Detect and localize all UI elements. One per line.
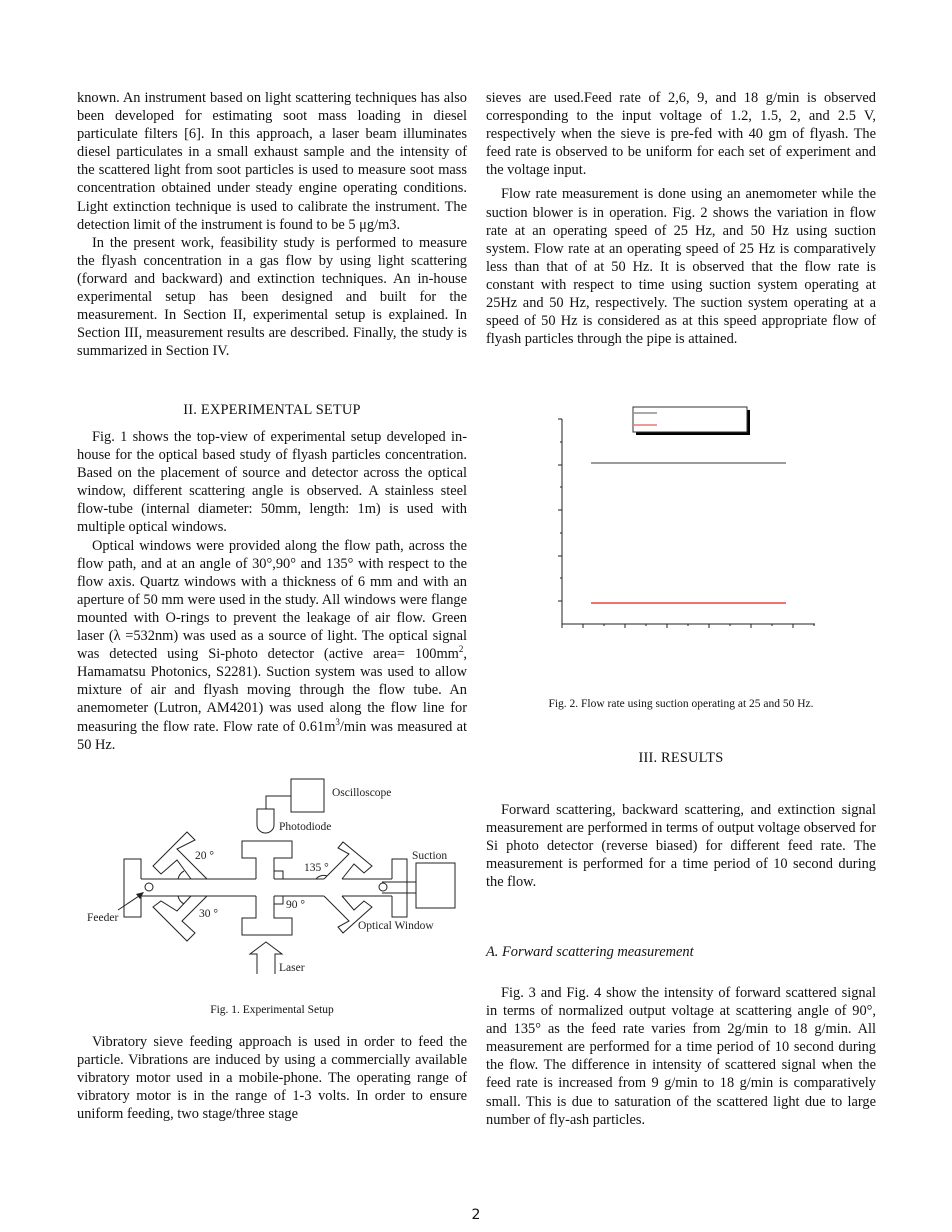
forward-scattering-text bbox=[486, 984, 876, 1129]
paragraph: Flow rate measurement is done using an anemometer while the suction blower is in operation. Fig. 2 shows the variation in flow rate at an operating speed of 25 Hz, and 50 Hz using suction system. Flow rate at an operating speed of 25 Hz is comparatively less than that of at 50 Hz. It is observed that the flow rate is constant with respect to time using suction system operating at 25Hz and 50 Hz, respectively. The suction system operating at a speed of 50 Hz is considered as at this speed appropriate flow of flyash particles through the pipe is attained. bbox=[486, 186, 876, 348]
angle-90-label: 90 ° bbox=[286, 899, 305, 911]
paragraph: Fig. 1 shows the top-view of experimental setup developed in-house for the optical based study of flyash particles concentration. Based on the placement of source and detector across the optical window, different scattering angle is observed. A stainless steel flow-tube (internal diameter: 50mm, length: 1m) is used with multiple optical windows. bbox=[77, 429, 467, 536]
oscilloscope-label: Oscilloscope bbox=[332, 787, 392, 799]
feeder-label: Feeder bbox=[87, 912, 119, 924]
flow-rate-chart bbox=[500, 395, 830, 675]
angle-20-label: 20 ° bbox=[195, 850, 214, 862]
left-column-bottom bbox=[77, 1033, 467, 1123]
paragraph: In the present work, feasibility study is performed to measure the flyash concentration in a gas flow by using light scattering (forward and backward) and extinction techniques. An in-house experimental setup has been designed and built for the measurement. In Section II, experimental setup is explained. In Section III, measurement results are described. Finally, the study is summarized in Section IV. bbox=[77, 234, 467, 360]
figure-1-caption: Fig. 1. Experimental Setup bbox=[210, 1004, 334, 1016]
suction-outlet-icon bbox=[379, 883, 387, 891]
optical-window-label: Optical Window bbox=[358, 920, 434, 932]
feeder-inlet-icon bbox=[145, 883, 153, 891]
left-column bbox=[77, 89, 467, 360]
page-number: 2 bbox=[471, 1207, 481, 1223]
subsection-heading: A. Forward scattering measurement bbox=[486, 944, 694, 960]
legend-box bbox=[633, 407, 747, 432]
angle-30-label: 30 ° bbox=[199, 908, 218, 920]
figure-2-caption: Fig. 2. Flow rate using suction operating at 25 and 50 Hz. bbox=[548, 698, 814, 710]
paragraph: Optical windows were provided along the flow path, across the flow path, and at an angle of 30°,90° and 135° with respect to the flow axis. Quartz windows with a thickness of 6 mm and with an aperture of 50 mm were used in the study. All windows were flange mounted with O-rings to prevent the leakage of air flow. Green laser (λ =532nm) was used as a source of light. The optical signal was detected using Si-photo detector (active area= $100mm^2$, Hamamatsu Photonics, S2281). Suction system was used to allow mixture of air and flyash moving through the flow tube. An anemometer (Lutron, AM4201) was used along the flow line for measuring the flow rate. Flow rate of $0.61m^3/\min$ was measured at 50 Hz. bbox=[77, 537, 467, 753]
experimental-setup-diagram bbox=[80, 770, 460, 980]
section-heading: II. EXPERIMENTAL SETUP bbox=[183, 402, 361, 418]
results-intro bbox=[486, 801, 876, 891]
laser-label: Laser bbox=[279, 962, 305, 974]
paragraph: Vibratory sieve feeding approach is used in order to feed the particle. Vibrations are induced by using a commercially available vibratory motor used in a mobile-phone. The operating range of vibratory motor is in the range of 1-3 volts. In order to ensure uniform feeding, two stage/three stage bbox=[77, 1034, 467, 1123]
paragraph: Fig. 3 and Fig. 4 show the intensity of forward scattered signal in terms of normalized output voltage at scattering angle of 90°, and 135° as the feed rate varies from 2g/min to 18 g/min. All measurement are performed for a time period of 10 second during the flow. The difference in intensity of scattered signal when the feed rate is increased from 9 g/min to 18 g/min is comparatively small. This is due to saturation of the scattered light due to large number of fly-ash particles. bbox=[486, 985, 876, 1128]
angle-135-label: 135 ° bbox=[304, 862, 329, 874]
section-heading: III. RESULTS bbox=[638, 750, 724, 766]
paragraph: known. An instrument based on light scattering techniques has also been developed for estimating soot mass loading in diesel particulate filters [6]. In this approach, a laser beam illuminates diesel particulates in a small exhaust sample and the intensity of the scattered light from soot particles is used to measure soot mass concentration obtained under steady engine operating conditions. Light extinction technique is used to calibrate the instrument. The detection limit of the instrument is found to be 5 μg/m3. bbox=[77, 90, 467, 233]
photodiode-label: Photodiode bbox=[279, 821, 332, 833]
left-column-section2 bbox=[77, 428, 467, 754]
paragraph: sieves are used.Feed rate of 2,6, 9, and 18 g/min is observed corresponding to the input voltage of 1.2, 1.5, 2, and 2.5 V, respectively when the sieve is pre-fed with 40 gm of flyash. The feed rate is observed to be uniform for each set of experiment and the voltage input. bbox=[486, 90, 876, 179]
suction-label: Suction bbox=[412, 850, 448, 862]
right-column bbox=[486, 89, 876, 348]
paragraph: Forward scattering, backward scattering, and extinction signal measurement are performed in terms of output voltage observed for Si photo detector (reverse biased) for different feed rate. The measurement is performed for a time period of 10 second during the flow. bbox=[486, 802, 876, 891]
